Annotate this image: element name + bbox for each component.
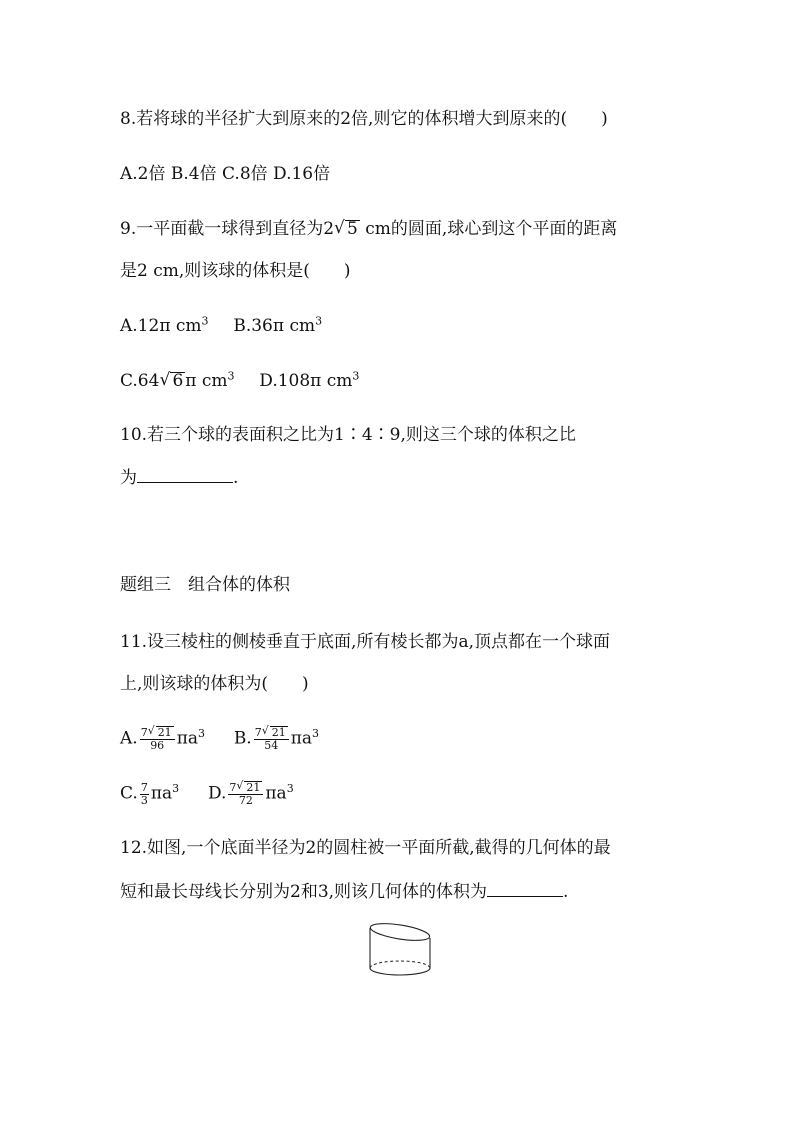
q9-stem-post: cm的圆面,球心到这个平面的距离 — [359, 219, 618, 239]
q9-options-ab — [120, 315, 322, 337]
q9-stem-pre: 9.一平面截一球得到直径为2 — [120, 219, 335, 239]
frac-denominator: 54 — [264, 739, 279, 752]
sqrt-symbol: √ 6 — [159, 370, 184, 391]
q11-options-ab — [120, 726, 319, 752]
q12-line2-post: . — [563, 882, 569, 902]
sqrt-symbol: √ 21 — [261, 724, 286, 739]
frac-radicand: 21 — [157, 726, 172, 739]
q8-options: A.2倍 B.4倍 C.8倍 D.16倍 — [120, 164, 331, 184]
fraction — [228, 781, 263, 807]
pi-a: πa — [150, 783, 173, 804]
q9-option-c-post: π cm — [185, 371, 228, 391]
q9-option-d: D.108π cm — [259, 371, 353, 391]
q10-stem: 10.若三个球的表面积之比为1∶4∶9,则这三个球的体积之比 — [120, 425, 576, 445]
truncated-cylinder-figure — [360, 920, 440, 980]
frac-radicand: 21 — [271, 726, 286, 739]
answer-blank[interactable] — [487, 880, 563, 897]
exponent: 3 — [227, 369, 235, 383]
exponent: 3 — [198, 726, 205, 740]
q9-option-c-pre: C.64 — [120, 371, 160, 391]
exponent: 3 — [352, 369, 360, 383]
exponent: 3 — [312, 726, 320, 740]
q11-option-b-label: B. — [233, 728, 252, 749]
sqrt-symbol: √ 21 — [236, 779, 261, 794]
frac-coefficient: 7 — [229, 781, 237, 794]
q11-options-cd — [120, 781, 294, 807]
frac-denominator: 96 — [150, 739, 165, 752]
frac-numerator: 7 — [140, 780, 148, 794]
q9-option-b: B.36π cm — [233, 316, 316, 336]
frac-coefficient: 7 — [140, 726, 148, 739]
q8-stem: 8.若将球的半径扩大到原来的2倍,则它的体积增大到原来的( ) — [120, 109, 608, 129]
section-title: 题组三 组合体的体积 — [120, 575, 290, 595]
frac-radicand: 21 — [246, 781, 261, 794]
answer-blank[interactable] — [137, 466, 233, 483]
fraction — [140, 782, 149, 807]
q10-line2-pre: 为 — [120, 468, 137, 488]
pi-a: πa — [290, 728, 313, 749]
exponent: 3 — [172, 781, 180, 795]
exponent: 3 — [286, 781, 294, 795]
base-front-arc — [370, 968, 430, 975]
exponent: 3 — [201, 314, 209, 328]
q12-stem: 12.如图,一个底面半径为2的圆柱被一平面所截,截得的几何体的最 — [120, 838, 611, 858]
pi-a: πa — [265, 783, 287, 804]
q10-line2 — [120, 466, 238, 489]
fraction — [140, 726, 175, 752]
fraction — [254, 726, 289, 752]
q11-option-c-label: C. — [120, 783, 138, 804]
base-hidden-arc — [370, 961, 430, 968]
frac-coefficient: 7 — [254, 726, 262, 739]
q11-option-d-label: D. — [207, 783, 227, 804]
q9-option-a: A.12π cm — [120, 316, 202, 336]
sqrt-symbol: √ 21 — [147, 724, 172, 739]
q9-stem-line2: 是2 cm,则该球的体积是( ) — [120, 261, 351, 281]
q11-stem-line2: 上,则该球的体积为( ) — [120, 674, 309, 694]
slanted-top-ellipse — [369, 920, 430, 943]
q10-line2-post: . — [233, 468, 239, 488]
q12-line2-pre: 短和最长母线长分别为2和3,则该几何体的体积为 — [120, 882, 488, 902]
pi-a: πa — [176, 728, 198, 749]
q9-stem-radicand: 5 — [347, 219, 358, 239]
q11-option-a-label: A. — [120, 728, 138, 749]
sqrt-symbol: √ 5 — [334, 218, 358, 239]
exponent: 3 — [315, 314, 323, 328]
q11-stem: 11.设三棱柱的侧棱垂直于底面,所有棱长都为a,顶点都在一个球面 — [120, 632, 610, 652]
q12-line2 — [120, 880, 568, 903]
frac-denominator: 72 — [238, 794, 253, 807]
q9-option-c-radicand: 6 — [172, 371, 184, 391]
frac-denominator: 3 — [140, 793, 148, 807]
q9-options-cd — [120, 370, 359, 392]
q9-stem — [120, 218, 617, 240]
